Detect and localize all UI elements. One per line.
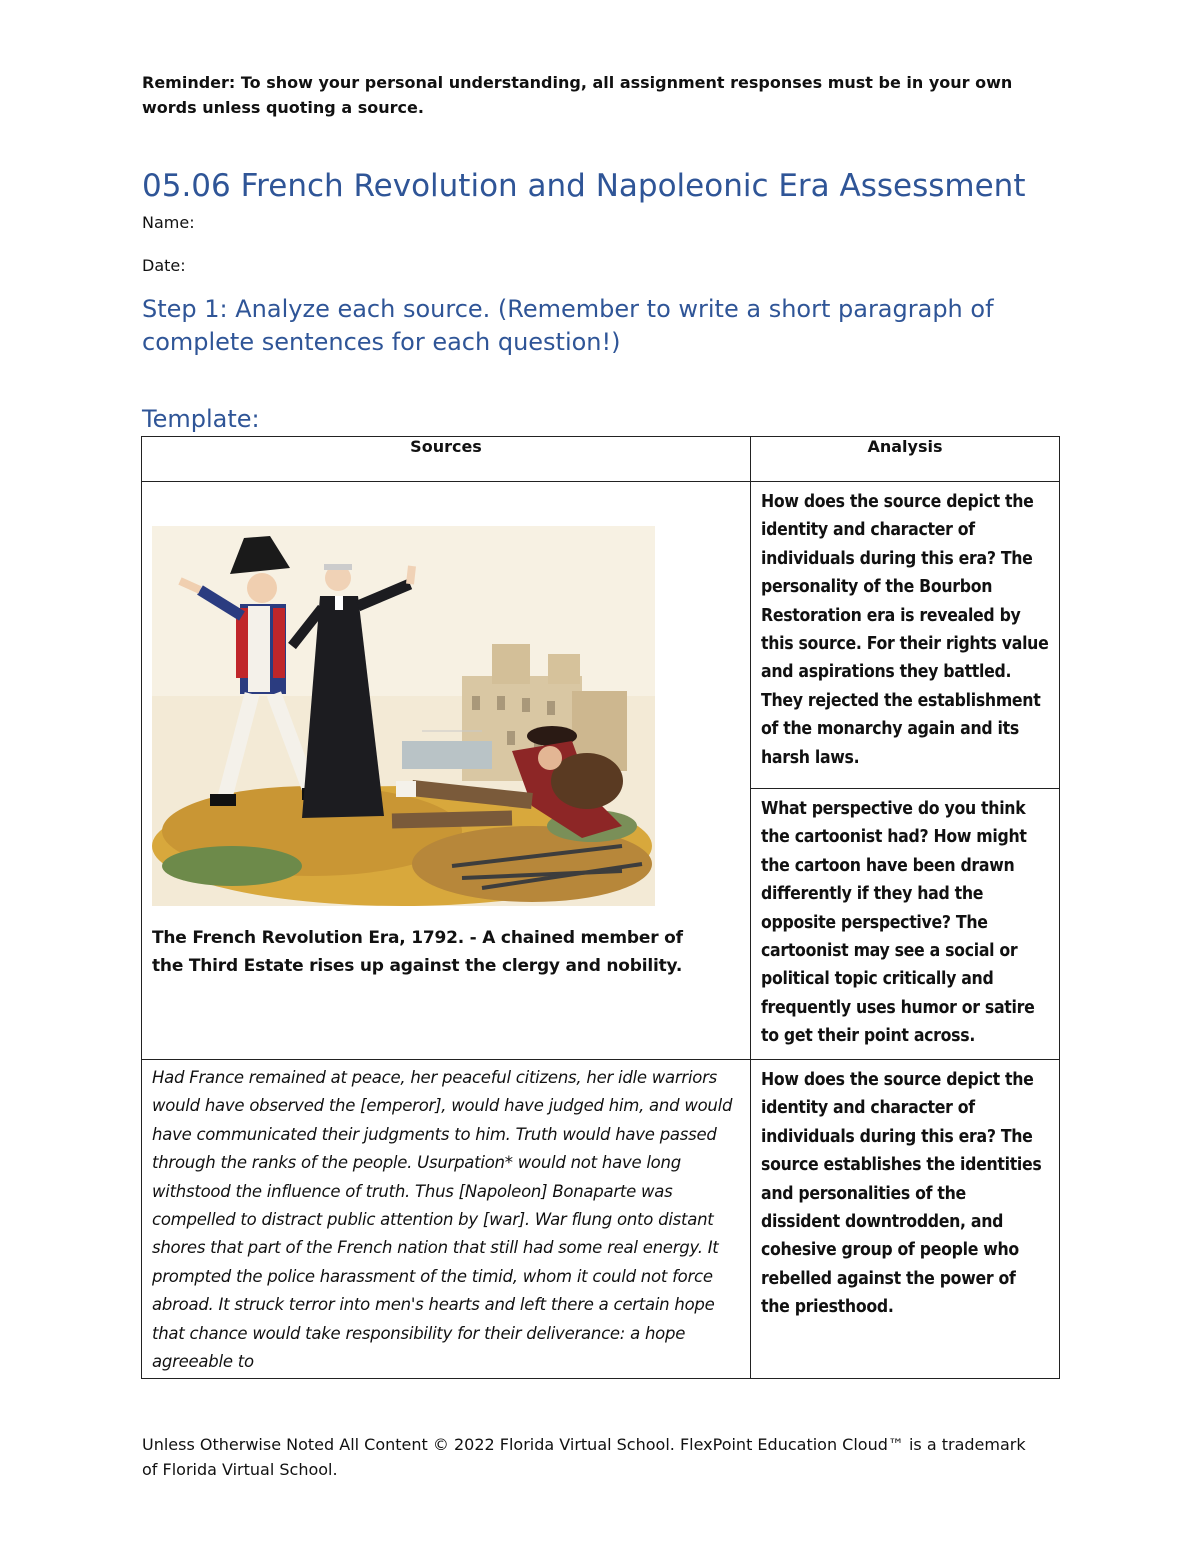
- table-row: [142, 1060, 1060, 1379]
- source-cell-cartoon: [142, 482, 751, 1060]
- analysis-cell-identity: [751, 482, 1060, 789]
- step-1-heading: Step 1: Analyze each source. (Remember to write a short paragraph of complete sentences for each question!): [142, 295, 994, 356]
- analysis-identity-text-2: How does the source depict the identity and character of individuals during this era? The source establishes the identities and personalities of the dissident downtrodden, and cohesive group of people who rebelled against the power of the priesthood.: [761, 1070, 1042, 1318]
- analysis-cell-identity-2: [751, 1060, 1060, 1379]
- french-revolution-cartoon-image: [152, 526, 655, 906]
- source-cell-quote: [142, 1060, 751, 1379]
- template-heading: Template:: [142, 405, 260, 433]
- name-label: Name:: [142, 213, 195, 232]
- page-title: 05.06 French Revolution and Napoleonic Era Assessment: [142, 168, 1026, 204]
- napoleon-quote: Had France remained at peace, her peaceful citizens, her idle warriors would have observed the [emperor], would have judged him, and would have communicated their judgments to him. Truth would have passed through the ranks of the people. Usurpation* would not have long withstood the influence of truth. Thus [Napoleon] Bonaparte was compelled to distract public attention by [war]. War flung onto distant shores that part of the French nation that still had some real energy. It prompted the police harassment of the timid, whom it could not force abroad. It struck terror into men's hearts and left there a certain hope that chance would take responsibility for their deliverance: a hope agreeable to: [152, 1068, 733, 1372]
- table-header-row: [142, 437, 1060, 482]
- cartoon-caption: The French Revolution Era, 1792. - A chained member of the Third Estate rises up against the clergy and nobility.: [152, 928, 683, 977]
- analysis-perspective-text: What perspective do you think the cartoonist had? How might the cartoon have been drawn differently if they had the opposite perspective? The cartoonist may see a social or political topic critically and frequently uses humor or satire to get their point across.: [761, 799, 1035, 1047]
- table-row: [142, 482, 1060, 789]
- copyright-footer: Unless Otherwise Noted All Content © 2022 Florida Virtual School. FlexPoint Education Cloud™ is a trademark of Florida Virtual School.: [142, 1435, 1026, 1479]
- analysis-cell-perspective: [751, 789, 1060, 1060]
- reminder-note: Reminder: To show your personal understanding, all assignment responses must be in your own words unless quoting a source.: [142, 73, 1013, 117]
- date-label: Date:: [142, 256, 186, 275]
- sources-header: Sources: [142, 437, 751, 482]
- analysis-table: [141, 436, 1060, 1379]
- analysis-identity-text: How does the source depict the identity and character of individuals during this era? The personality of the Bourbon Restoration era is revealed by this source. For their rights value and aspirations they battled. They rejected the establishment of the monarchy again and its harsh laws.: [761, 492, 1049, 768]
- analysis-header: Analysis: [751, 437, 1060, 482]
